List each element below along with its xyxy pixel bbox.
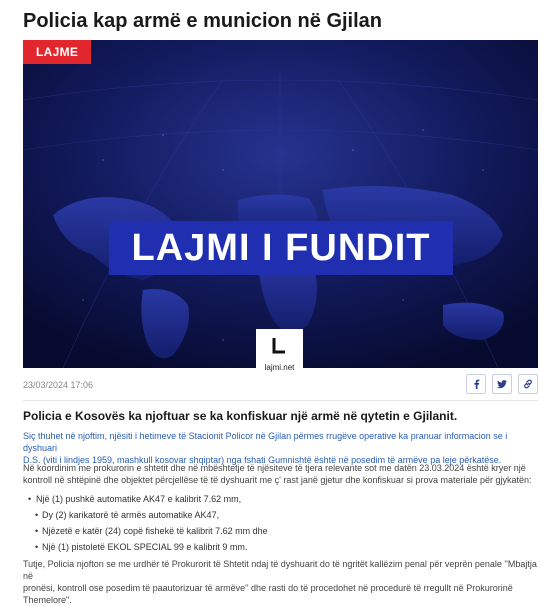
share-twitter-button[interactable] xyxy=(492,374,512,394)
hero-tagline: Më afër lexuesit. xyxy=(233,386,328,400)
paragraph-1-line-2: D.S. (viti i lindjes 1959, mashkull kosovar shqiptar) nga fshati Gumnishtë është në posedim të armëve pa leje përkatëse. xyxy=(23,455,502,465)
paragraph-2 xyxy=(23,462,538,486)
evidence-list xyxy=(23,493,538,553)
list-item: • Një (1) pushkë automatike AK47 e kalibrit 7.62 mm, xyxy=(28,494,242,504)
logo-text: lajmi.net xyxy=(264,363,295,372)
list-item: • Dy (2) karikatorë të armës automatike AK47, xyxy=(35,510,220,520)
share-facebook-button[interactable] xyxy=(466,374,486,394)
banner-text: LAJMI I FUNDIT xyxy=(131,227,431,269)
article-lead: Policia e Kosovës ka njoftuar se ka konfiskuar një armë në qytetin e Gjilanit. xyxy=(23,409,458,423)
paragraph-3-line-3: Themelore". xyxy=(23,595,72,605)
paragraph-3 xyxy=(23,558,538,606)
paragraph-3-line-1: Tutje, Policia njofton se me urdhër të Prokurorit të Shtetit ndaj të dyshuarit do të ngritët kallëzim penal për veprën penale ''Mbajtja në xyxy=(23,559,537,581)
headline-banner xyxy=(109,221,453,275)
world-map-graphic xyxy=(23,40,538,368)
paragraph-2-line-1: Në koordinim me prokurorin e shtetit dhe në mbështetje të njësiteve të tjera relevante sot me datën 23.03.2024 është kryer një xyxy=(23,463,526,473)
site-logo xyxy=(256,329,303,376)
facebook-icon xyxy=(472,379,481,389)
paragraph-2-line-2: kontroll në shtëpinë dhe objektet përcjellëse të të dyshuarit me ç' rast janë gjetur dhe konfiskuar si prova materiale për gjykatën: xyxy=(23,475,532,485)
list-item: • Njëzetë e katër (24) copë fishekë të kalibrit 7.62 mm dhe xyxy=(35,526,268,536)
logo-mark-icon xyxy=(272,338,287,356)
link-icon xyxy=(523,379,533,389)
publish-date: 23/03/2024 17:06 xyxy=(23,380,94,390)
share-link-button[interactable] xyxy=(518,374,538,394)
category-badge[interactable]: LAJME xyxy=(23,40,91,64)
divider xyxy=(23,400,538,401)
paragraph-3-line-2: pronësi, kontroll ose posedim të paautorizuar të armëve'' dhe rasti do të procedohet në procedurë të rregullt në Prokurorinë xyxy=(23,583,513,593)
list-item: • Një (1) pistoletë EKOL SPECIAL 99 e kalibrit 9 mm. xyxy=(35,542,248,552)
paragraph-1 xyxy=(23,430,538,466)
article-title: Policia kap armë e municion në Gjilan xyxy=(23,10,383,32)
twitter-icon xyxy=(497,380,507,389)
paragraph-1-line-1: Siç thuhet në njoftim, njësiti i hetimeve të Stacionit Policor në Gjilan përmes rrugëve operative ka pranuar informacion se i dyshuari xyxy=(23,431,508,453)
